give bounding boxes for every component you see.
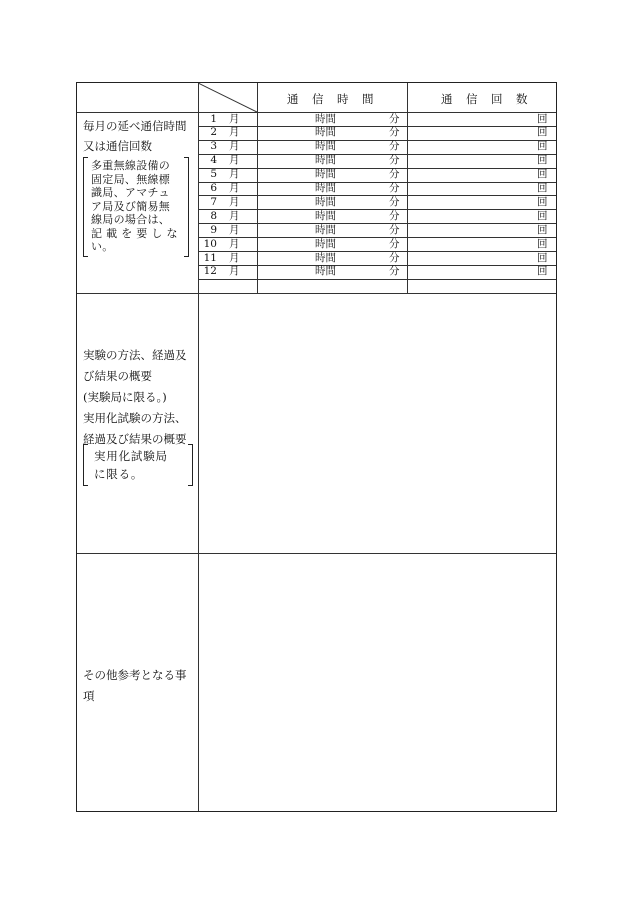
row-divider	[198, 279, 556, 280]
minute-unit: 分	[389, 112, 400, 125]
month-suffix: 月	[229, 112, 240, 125]
month-number: 11	[203, 251, 217, 264]
minute-unit: 分	[389, 251, 400, 264]
hour-unit: 時間	[315, 140, 336, 153]
note-bracket-right	[188, 444, 193, 486]
month-number: 7	[210, 195, 217, 208]
monthly-note: 多重無線設備の 固定局、無線標 識局、アマチュ ア局及び簡易無 線局の場合は、 記 載 を 要 し な い。	[91, 159, 178, 253]
hour-unit: 時間	[315, 112, 336, 125]
count-unit: 回	[537, 182, 548, 194]
minute-unit: 分	[389, 265, 400, 278]
hour-unit: 時間	[315, 237, 336, 250]
month-suffix: 月	[229, 140, 240, 153]
count-unit: 回	[537, 265, 548, 278]
hour-unit: 時間	[315, 223, 336, 236]
count-unit: 回	[537, 237, 548, 250]
monthly-label: 毎月の延べ通信時間 又は通信回数	[83, 119, 187, 153]
month-number: 1	[210, 112, 217, 125]
month-number: 2	[210, 126, 217, 139]
row-divider	[198, 223, 556, 224]
count-unit: 回	[537, 112, 548, 125]
row-divider	[198, 182, 556, 183]
minute-unit: 分	[389, 140, 400, 153]
count-unit: 回	[537, 168, 548, 181]
hour-unit: 時間	[315, 126, 336, 139]
experiment-note: 実用化試験局 に限る。	[94, 449, 168, 481]
hour-unit: 時間	[315, 182, 336, 194]
count-unit: 回	[537, 209, 548, 222]
row-divider	[198, 251, 556, 252]
hour-unit: 時間	[315, 168, 336, 181]
row-divider	[198, 265, 556, 266]
diagonal-line	[198, 83, 258, 113]
count-unit: 回	[537, 251, 548, 264]
count-unit: 回	[537, 140, 548, 153]
minute-unit: 分	[389, 168, 400, 181]
month-number: 4	[210, 154, 217, 167]
month-suffix: 月	[229, 265, 240, 278]
report-form-table	[76, 82, 557, 812]
time-column-title: 通 信 時 間	[287, 92, 374, 106]
count-unit: 回	[537, 126, 548, 139]
minute-unit: 分	[389, 223, 400, 236]
month-suffix: 月	[229, 182, 240, 194]
month-number: 5	[210, 168, 217, 181]
month-suffix: 月	[229, 209, 240, 222]
month-suffix: 月	[229, 126, 240, 139]
note-bracket-right	[184, 157, 189, 257]
hour-unit: 時間	[315, 154, 336, 167]
hour-unit: 時間	[315, 195, 336, 208]
minute-unit: 分	[389, 209, 400, 222]
row-divider	[198, 168, 556, 169]
month-suffix: 月	[229, 223, 240, 236]
month-number: 8	[210, 209, 217, 222]
divider	[77, 553, 556, 554]
other-label: その他参考となる事 項	[83, 668, 187, 703]
count-unit: 回	[537, 195, 548, 208]
experiment-label: 実験の方法、経過及 び結果の概要 (実験局に限る。) 実用化試験の方法、 経過及び結果の概要	[83, 348, 187, 446]
divider	[198, 83, 199, 811]
minute-unit: 分	[389, 126, 400, 139]
count-column-title: 通 信 回 数	[441, 92, 528, 106]
month-suffix: 月	[229, 195, 240, 208]
month-suffix: 月	[229, 168, 240, 181]
minute-unit: 分	[389, 195, 400, 208]
divider	[407, 83, 408, 293]
row-divider	[198, 209, 556, 210]
row-divider	[198, 126, 556, 127]
row-divider	[198, 195, 556, 196]
minute-unit: 分	[389, 154, 400, 167]
divider	[257, 83, 258, 293]
hour-unit: 時間	[315, 251, 336, 264]
month-suffix: 月	[229, 154, 240, 167]
hour-unit: 時間	[315, 209, 336, 222]
row-divider	[198, 140, 556, 141]
month-number: 10	[203, 237, 217, 250]
note-bracket-left	[83, 157, 88, 257]
month-number: 12	[203, 265, 217, 278]
minute-unit: 分	[389, 182, 400, 194]
row-divider	[198, 154, 556, 155]
month-suffix: 月	[229, 237, 240, 250]
minute-unit: 分	[389, 237, 400, 250]
hour-unit: 時間	[315, 265, 336, 278]
row-divider	[198, 237, 556, 238]
note-bracket-left	[83, 444, 88, 486]
month-number: 9	[210, 223, 217, 236]
month-number: 6	[210, 182, 217, 194]
count-unit: 回	[537, 223, 548, 236]
month-number: 3	[210, 140, 217, 153]
row-divider	[198, 293, 556, 294]
month-suffix: 月	[229, 251, 240, 264]
count-unit: 回	[537, 154, 548, 167]
